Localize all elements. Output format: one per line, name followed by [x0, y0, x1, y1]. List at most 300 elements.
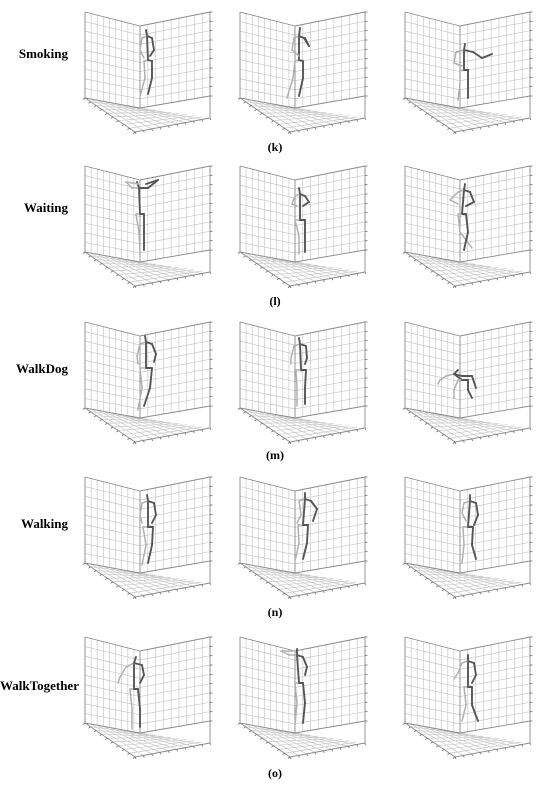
grid-planes: [240, 168, 365, 285]
grid-line: [240, 389, 295, 400]
plot-svg: [237, 318, 369, 444]
axis-tick: [160, 437, 161, 439]
axis-edge: [295, 12, 365, 26]
plot-svg: [402, 633, 534, 759]
grid-line: [107, 266, 171, 267]
grid-line: [405, 704, 460, 715]
axis-tick: [260, 423, 262, 425]
axis-tick: [94, 416, 96, 418]
skeleton-bone: [305, 370, 306, 388]
axis-tick: [522, 585, 523, 587]
axis-tick: [143, 130, 144, 132]
row-label-walking: Walking: [21, 516, 68, 531]
grid-line: [85, 685, 140, 697]
axis-tick: [298, 755, 299, 757]
axis-tick: [425, 113, 427, 115]
axis-tick: [513, 431, 514, 433]
pose-plot: [237, 633, 369, 759]
skeleton-bone: [292, 196, 295, 204]
axis-tick: [522, 430, 523, 432]
axis-tick: [160, 281, 161, 283]
axis-tick: [505, 433, 506, 435]
axis-tick: [271, 586, 273, 588]
grid-line: [405, 242, 460, 252]
axis-tick: [282, 753, 284, 755]
axis-tick: [522, 120, 523, 122]
skeleton-bone: [300, 344, 301, 370]
axis-tick: [332, 434, 333, 436]
grid-planes: [85, 14, 210, 131]
axis-tick: [348, 121, 349, 123]
axis-tick: [100, 109, 102, 111]
axis-tick: [152, 594, 153, 596]
grid-line: [85, 515, 140, 527]
skeleton: [287, 28, 309, 98]
axis-edge: [455, 428, 530, 442]
axis-tick: [480, 752, 481, 754]
axis-tick: [436, 431, 438, 433]
axis-tick: [513, 746, 514, 748]
axis-tick: [111, 582, 113, 584]
subfigure-caption-m: (m): [266, 448, 284, 462]
axis-tick: [348, 746, 349, 748]
axis-tick: [480, 127, 481, 129]
axis-edge: [290, 272, 365, 286]
axis-tick: [505, 588, 506, 590]
grid-planes: [240, 479, 365, 596]
axis-tick: [348, 431, 349, 433]
axis-tick: [472, 129, 473, 131]
axis-tick: [177, 434, 178, 436]
row-label-smoking: Smoking: [18, 46, 68, 61]
axis-tick: [453, 757, 455, 759]
axis-tick: [348, 586, 349, 588]
grid-line: [427, 112, 491, 113]
grid-line: [405, 360, 460, 372]
axis-tick: [505, 277, 506, 279]
subfigure-caption-k: (k): [267, 140, 283, 154]
axis-tick: [83, 723, 85, 725]
grid-line: [405, 223, 460, 234]
axis-tick: [260, 738, 262, 740]
axis-tick: [105, 267, 107, 269]
skeleton-bone: [137, 356, 138, 364]
axis-edge: [295, 721, 365, 733]
axis-tick: [255, 734, 257, 736]
skeleton: [438, 370, 476, 398]
axis-tick: [152, 283, 153, 285]
axis-tick: [238, 723, 240, 725]
grid-line: [240, 370, 295, 382]
grid-planes: [85, 639, 210, 756]
axis-tick: [488, 591, 489, 593]
axis-tick: [522, 745, 523, 747]
axis-tick: [340, 433, 341, 435]
axis-tick: [447, 128, 449, 130]
axis-tick: [403, 408, 405, 410]
grid-line: [460, 542, 530, 554]
axis-tick: [513, 275, 514, 277]
grid-line: [240, 398, 295, 408]
grid-line: [85, 233, 140, 244]
axis-tick: [513, 121, 514, 123]
axis-edge: [140, 12, 210, 26]
grid-line: [85, 360, 140, 372]
axis-edge: [460, 477, 530, 491]
skeleton-bone: [472, 705, 478, 721]
axis-tick: [497, 589, 498, 591]
axis-tick: [298, 595, 299, 597]
axis-tick: [266, 117, 268, 119]
skeleton-bone: [298, 525, 299, 543]
axis-tick: [315, 592, 316, 594]
axis-tick: [298, 440, 299, 442]
axis-edge: [460, 637, 530, 651]
axis-tick: [365, 428, 366, 430]
grid-line: [262, 112, 326, 113]
axis-tick: [403, 563, 405, 565]
grid-line: [460, 77, 530, 89]
grid-line: [240, 79, 295, 90]
skeleton: [454, 655, 478, 721]
axis-tick: [447, 753, 449, 755]
axis-tick: [357, 585, 358, 587]
grid-line: [262, 266, 326, 267]
axis-tick: [105, 423, 107, 425]
skeleton-bone: [474, 515, 478, 525]
grid-line: [405, 60, 460, 72]
axis-tick: [116, 431, 118, 433]
axis-tick: [414, 260, 416, 262]
axis-edge: [455, 583, 530, 597]
skeleton-bone: [136, 214, 139, 232]
axis-tick: [522, 274, 523, 276]
axis-tick: [89, 567, 91, 569]
axis-tick: [403, 723, 405, 725]
axis-tick: [497, 124, 498, 126]
skeleton-bone: [456, 50, 464, 52]
axis-tick: [152, 439, 153, 441]
axis-tick: [210, 743, 211, 745]
skeleton-bone: [134, 663, 142, 665]
row-label-walktogether: WalkTogether: [0, 678, 79, 693]
axis-tick: [133, 442, 135, 444]
grid-planes: [85, 324, 210, 441]
axis-tick: [463, 755, 464, 757]
axis-tick: [403, 252, 405, 254]
axis-tick: [83, 563, 85, 565]
axis-tick: [288, 286, 290, 288]
axis-tick: [111, 117, 113, 119]
axis-tick: [244, 412, 246, 414]
axis-tick: [513, 586, 514, 588]
grid-line: [427, 422, 491, 423]
axis-edge: [135, 428, 210, 442]
axis-edge: [460, 561, 530, 573]
axis-tick: [497, 749, 498, 751]
axis-tick: [238, 98, 240, 100]
axis-tick: [271, 275, 273, 277]
axis-tick: [420, 419, 422, 421]
axis-tick: [271, 121, 273, 123]
axis-tick: [315, 281, 316, 283]
grid-line: [240, 544, 295, 555]
grid-line: [85, 675, 140, 687]
axis-tick: [409, 727, 411, 729]
skeleton-bone: [299, 28, 300, 36]
axis-tick: [453, 597, 455, 599]
plot-svg: [402, 473, 534, 599]
axis-tick: [447, 282, 449, 284]
axis-tick: [288, 597, 290, 599]
axis-tick: [497, 278, 498, 280]
axis-tick: [249, 260, 251, 262]
pose-plot: [82, 318, 214, 444]
axis-tick: [365, 272, 366, 274]
skeleton-bone: [299, 78, 303, 96]
axis-tick: [193, 746, 194, 748]
axis-tick: [453, 132, 455, 134]
axis-tick: [431, 582, 433, 584]
grid-planes: [85, 168, 210, 285]
pose-plot: [402, 162, 534, 288]
axis-tick: [100, 574, 102, 576]
pose-plot: [237, 473, 369, 599]
skeleton-bone: [299, 501, 301, 515]
axis-tick: [488, 436, 489, 438]
axis-tick: [94, 571, 96, 573]
axis-tick: [122, 124, 124, 126]
plot-svg: [402, 8, 534, 134]
skeleton-bone: [463, 527, 464, 545]
axis-tick: [288, 132, 290, 134]
axis-edge: [295, 322, 365, 336]
plot-svg: [402, 162, 534, 288]
axis-tick: [472, 283, 473, 285]
axis-tick: [244, 567, 246, 569]
axis-tick: [177, 749, 178, 751]
grid-planes: [405, 479, 530, 596]
skeleton-bone: [292, 204, 297, 206]
plot-svg: [402, 318, 534, 444]
axis-tick: [210, 428, 211, 430]
skeleton-bone: [142, 665, 144, 675]
axis-tick: [185, 123, 186, 125]
skeleton-bone: [303, 657, 307, 667]
grid-line: [427, 266, 491, 267]
axis-tick: [160, 592, 161, 594]
axis-tick: [177, 589, 178, 591]
axis-tick: [143, 440, 144, 442]
skeleton-bone: [152, 527, 153, 545]
grid-line: [405, 398, 460, 408]
skeleton-bone: [297, 515, 301, 523]
grid-line: [107, 577, 171, 578]
grid-line: [405, 204, 460, 216]
row-label-waiting: Waiting: [23, 200, 68, 215]
grid-line: [85, 370, 140, 382]
axis-tick: [122, 434, 124, 436]
axis-tick: [463, 595, 464, 597]
axis-tick: [436, 275, 438, 277]
axis-tick: [89, 412, 91, 414]
axis-tick: [168, 591, 169, 593]
grid-line: [460, 231, 530, 243]
grid-line: [85, 50, 140, 62]
axis-tick: [127, 593, 129, 595]
axis-tick: [202, 120, 203, 122]
grid-line: [240, 525, 295, 537]
axis-tick: [271, 746, 273, 748]
skeleton-bone: [438, 380, 440, 384]
axis-tick: [249, 731, 251, 733]
axis-tick: [409, 567, 411, 569]
axis-edge: [140, 406, 210, 418]
axis-tick: [255, 419, 257, 421]
grid-line: [405, 713, 460, 723]
axis-tick: [202, 274, 203, 276]
axis-edge: [295, 96, 365, 108]
axis-tick: [307, 754, 308, 756]
grid-line: [240, 713, 295, 723]
grid-line: [295, 712, 365, 724]
axis-tick: [116, 121, 118, 123]
axis-edge: [290, 743, 365, 757]
axis-tick: [403, 98, 405, 100]
plot-svg: [237, 473, 369, 599]
axis-tick: [332, 589, 333, 591]
skeleton-bone: [139, 188, 140, 214]
axis-tick: [122, 589, 124, 591]
skeleton-bone: [150, 368, 152, 388]
axis-tick: [488, 751, 489, 753]
axis-tick: [111, 427, 113, 429]
axis-edge: [290, 118, 365, 132]
axis-tick: [202, 745, 203, 747]
axis-tick: [244, 102, 246, 104]
grid-line: [107, 112, 171, 113]
grid-line: [405, 544, 460, 555]
axis-edge: [460, 96, 530, 108]
axis-tick: [277, 434, 279, 436]
axis-tick: [505, 748, 506, 750]
axis-tick: [447, 593, 449, 595]
axis-tick: [436, 746, 438, 748]
grid-line: [140, 87, 210, 99]
pose-plot: [82, 633, 214, 759]
axis-edge: [140, 721, 210, 733]
axis-tick: [480, 281, 481, 283]
axis-tick: [414, 106, 416, 108]
axis-tick: [210, 272, 211, 274]
skeleton-bone: [126, 663, 134, 667]
skeleton-bone: [446, 374, 454, 376]
axis-tick: [530, 272, 531, 274]
axis-tick: [315, 752, 316, 754]
skeleton: [137, 336, 156, 410]
axis-tick: [431, 117, 433, 119]
skeleton-bone: [473, 52, 482, 58]
axis-tick: [122, 749, 124, 751]
axis-tick: [425, 738, 427, 740]
skeleton-bone: [303, 499, 305, 525]
axis-edge: [140, 561, 210, 573]
grid-line: [85, 60, 140, 72]
grid-line: [240, 214, 295, 226]
plot-svg: [82, 162, 214, 288]
axis-tick: [447, 438, 449, 440]
axis-tick: [255, 574, 257, 576]
axis-tick: [357, 745, 358, 747]
axis-tick: [425, 423, 427, 425]
grid-line: [140, 397, 210, 409]
axis-tick: [442, 749, 444, 751]
axis-tick: [202, 585, 203, 587]
axis-tick: [436, 586, 438, 588]
axis-tick: [133, 757, 135, 759]
skeleton-bone: [307, 525, 308, 543]
axis-tick: [530, 118, 531, 120]
grid-line: [405, 685, 460, 697]
axis-edge: [290, 583, 365, 597]
axis-edge: [140, 322, 210, 336]
axis-edge: [140, 637, 210, 651]
axis-tick: [530, 743, 531, 745]
skeleton: [295, 493, 317, 561]
axis-tick: [431, 427, 433, 429]
axis-edge: [135, 118, 210, 132]
skeleton-bone: [144, 388, 150, 406]
axis-tick: [143, 284, 144, 286]
axis-tick: [271, 431, 273, 433]
axis-tick: [323, 591, 324, 593]
grid-line: [405, 694, 460, 705]
plot-svg: [237, 162, 369, 288]
grid-line: [140, 231, 210, 243]
grid-line: [107, 737, 171, 738]
axis-tick: [414, 571, 416, 573]
axis-tick: [332, 749, 333, 751]
skeleton-bone: [462, 503, 464, 513]
axis-tick: [133, 597, 135, 599]
axis-tick: [105, 738, 107, 740]
axis-tick: [100, 734, 102, 736]
subfigure-caption-l: (l): [269, 294, 281, 308]
skeleton-bone: [139, 232, 140, 252]
axis-tick: [238, 252, 240, 254]
pose-plot: [402, 8, 534, 134]
axis-tick: [249, 106, 251, 108]
grid-line: [85, 544, 140, 555]
grid-line: [240, 553, 295, 563]
axis-tick: [277, 589, 279, 591]
grid-line: [140, 712, 210, 724]
skeleton-bone: [120, 667, 126, 677]
axis-tick: [260, 578, 262, 580]
axis-tick: [127, 128, 129, 130]
skeleton-bone: [454, 673, 458, 679]
grid-line: [240, 694, 295, 705]
axis-tick: [323, 280, 324, 282]
grid-line: [240, 360, 295, 372]
axis-tick: [83, 252, 85, 254]
axis-tick: [116, 746, 118, 748]
grid-line: [85, 79, 140, 90]
axis-tick: [116, 275, 118, 277]
grid-line: [85, 204, 140, 216]
skeleton-bone: [148, 545, 152, 563]
axis-tick: [365, 583, 366, 585]
